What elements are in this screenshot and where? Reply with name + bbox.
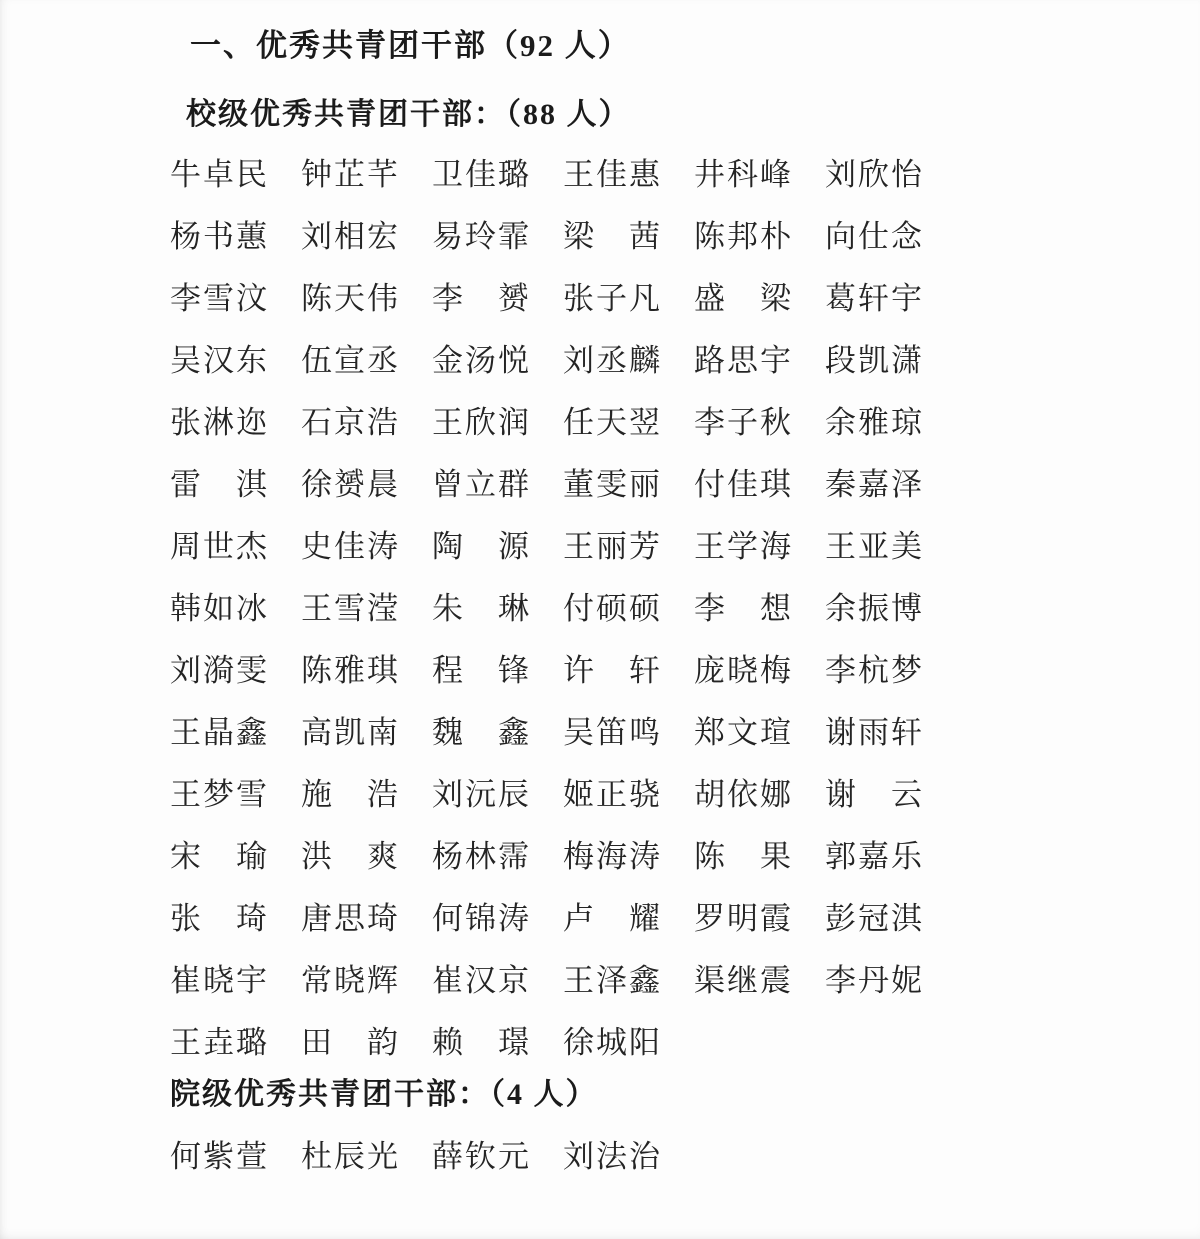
person-name: 陈天伟 xyxy=(301,280,400,316)
person-name: 秦嘉泽 xyxy=(825,466,924,502)
person-name: 刘沅辰 xyxy=(432,776,531,812)
person-name: 向仕念 xyxy=(825,218,924,254)
name-row xyxy=(170,512,1200,574)
person-name: 王雪滢 xyxy=(301,590,400,626)
person-name: 张子凡 xyxy=(563,280,662,316)
person-name: 盛 梁 xyxy=(694,280,793,316)
person-name: 雷 淇 xyxy=(170,466,269,502)
name-row xyxy=(170,822,1200,884)
person-name: 陈雅琪 xyxy=(301,652,400,688)
person-name: 施 浩 xyxy=(301,776,400,812)
person-name: 李雪汶 xyxy=(170,280,269,316)
person-name: 卢 耀 xyxy=(563,900,662,936)
person-name: 王佳惠 xyxy=(563,156,662,192)
person-name: 洪 爽 xyxy=(301,838,400,874)
name-row xyxy=(170,636,1200,698)
person-name: 易玲霏 xyxy=(432,218,531,254)
person-name: 余振博 xyxy=(825,590,924,626)
person-name: 梅海涛 xyxy=(563,838,662,874)
person-name: 罗明霞 xyxy=(694,900,793,936)
person-name: 魏 鑫 xyxy=(432,714,531,750)
college-name-grid xyxy=(170,1120,1200,1186)
person-name: 付硕硕 xyxy=(563,590,662,626)
person-name: 吴汉东 xyxy=(170,342,269,378)
person-name: 韩如冰 xyxy=(170,590,269,626)
person-name: 谢雨轩 xyxy=(825,714,924,750)
person-name: 王丽芳 xyxy=(563,528,662,564)
person-name: 刘相宏 xyxy=(301,218,400,254)
person-name: 李杭梦 xyxy=(825,652,924,688)
person-name: 王垚璐 xyxy=(170,1024,269,1060)
person-name: 王学海 xyxy=(694,528,793,564)
person-name: 郑文瑄 xyxy=(694,714,793,750)
person-name: 杨书蕙 xyxy=(170,218,269,254)
person-name: 杜辰光 xyxy=(301,1138,400,1174)
section-heading-school: 校级优秀共青团干部：（88 人） xyxy=(186,98,631,131)
person-name: 井科峰 xyxy=(694,156,793,192)
person-name: 刘法治 xyxy=(563,1138,662,1174)
person-name: 何紫萱 xyxy=(170,1138,269,1174)
person-name: 常晓辉 xyxy=(301,962,400,998)
person-name: 刘欣怡 xyxy=(825,156,924,192)
person-name: 梁 茜 xyxy=(563,218,662,254)
person-name: 姬正骁 xyxy=(563,776,662,812)
name-row xyxy=(170,326,1200,388)
person-name: 杨林霈 xyxy=(432,838,531,874)
person-name: 何锦涛 xyxy=(432,900,531,936)
person-name: 李丹妮 xyxy=(825,962,924,998)
name-row xyxy=(170,140,1200,202)
person-name: 余雅琼 xyxy=(825,404,924,440)
section-heading-college: 院级优秀共青团干部：（4 人） xyxy=(170,1078,598,1111)
person-name: 郭嘉乐 xyxy=(825,838,924,874)
person-name: 李 赟 xyxy=(432,280,531,316)
school-name-grid xyxy=(170,140,1200,1070)
person-name: 路思宇 xyxy=(694,342,793,378)
name-row xyxy=(170,1120,1200,1186)
name-row xyxy=(170,698,1200,760)
person-name: 付佳琪 xyxy=(694,466,793,502)
person-name: 崔汉京 xyxy=(432,962,531,998)
person-name: 宋 瑜 xyxy=(170,838,269,874)
person-name: 薛钦元 xyxy=(432,1138,531,1174)
person-name: 陈邦朴 xyxy=(694,218,793,254)
person-name: 钟芷芊 xyxy=(301,156,400,192)
person-name: 葛轩宇 xyxy=(825,280,924,316)
person-name: 陶 源 xyxy=(432,528,531,564)
person-name: 王欣润 xyxy=(432,404,531,440)
person-name: 彭冠淇 xyxy=(825,900,924,936)
document-title: 一、优秀共青团干部（92 人） xyxy=(190,28,631,63)
person-name: 牛卓民 xyxy=(170,156,269,192)
person-name: 朱 琳 xyxy=(432,590,531,626)
person-name: 程 锋 xyxy=(432,652,531,688)
person-name: 许 轩 xyxy=(563,652,662,688)
person-name: 胡依娜 xyxy=(694,776,793,812)
person-name: 伍宣丞 xyxy=(301,342,400,378)
name-row xyxy=(170,388,1200,450)
person-name: 田 韵 xyxy=(301,1024,400,1060)
person-name: 任天翌 xyxy=(563,404,662,440)
person-name: 高凯南 xyxy=(301,714,400,750)
person-name: 段凯潇 xyxy=(825,342,924,378)
person-name: 李子秋 xyxy=(694,404,793,440)
person-name: 张淋迩 xyxy=(170,404,269,440)
person-name: 周世杰 xyxy=(170,528,269,564)
person-name: 张 琦 xyxy=(170,900,269,936)
name-row xyxy=(170,202,1200,264)
person-name: 王泽鑫 xyxy=(563,962,662,998)
person-name: 吴笛鸣 xyxy=(563,714,662,750)
name-row xyxy=(170,946,1200,1008)
person-name: 陈 果 xyxy=(694,838,793,874)
name-row xyxy=(170,574,1200,636)
person-name: 徐赟晨 xyxy=(301,466,400,502)
person-name: 谢 云 xyxy=(825,776,924,812)
person-name: 董雯丽 xyxy=(563,466,662,502)
name-row xyxy=(170,264,1200,326)
person-name: 徐城阳 xyxy=(563,1024,662,1060)
person-name: 石京浩 xyxy=(301,404,400,440)
person-name: 刘漪雯 xyxy=(170,652,269,688)
person-name: 李 想 xyxy=(694,590,793,626)
person-name: 庞晓梅 xyxy=(694,652,793,688)
person-name: 唐思琦 xyxy=(301,900,400,936)
person-name: 崔晓宇 xyxy=(170,962,269,998)
person-name: 金汤悦 xyxy=(432,342,531,378)
person-name: 王晶鑫 xyxy=(170,714,269,750)
person-name: 卫佳璐 xyxy=(432,156,531,192)
person-name: 渠继震 xyxy=(694,962,793,998)
person-name: 王亚美 xyxy=(825,528,924,564)
person-name: 史佳涛 xyxy=(301,528,400,564)
person-name: 刘丞麟 xyxy=(563,342,662,378)
person-name: 曾立群 xyxy=(432,466,531,502)
name-row xyxy=(170,1008,1200,1070)
name-row xyxy=(170,884,1200,946)
name-row xyxy=(170,450,1200,512)
name-row xyxy=(170,760,1200,822)
person-name: 王梦雪 xyxy=(170,776,269,812)
person-name: 赖 璟 xyxy=(432,1024,531,1060)
